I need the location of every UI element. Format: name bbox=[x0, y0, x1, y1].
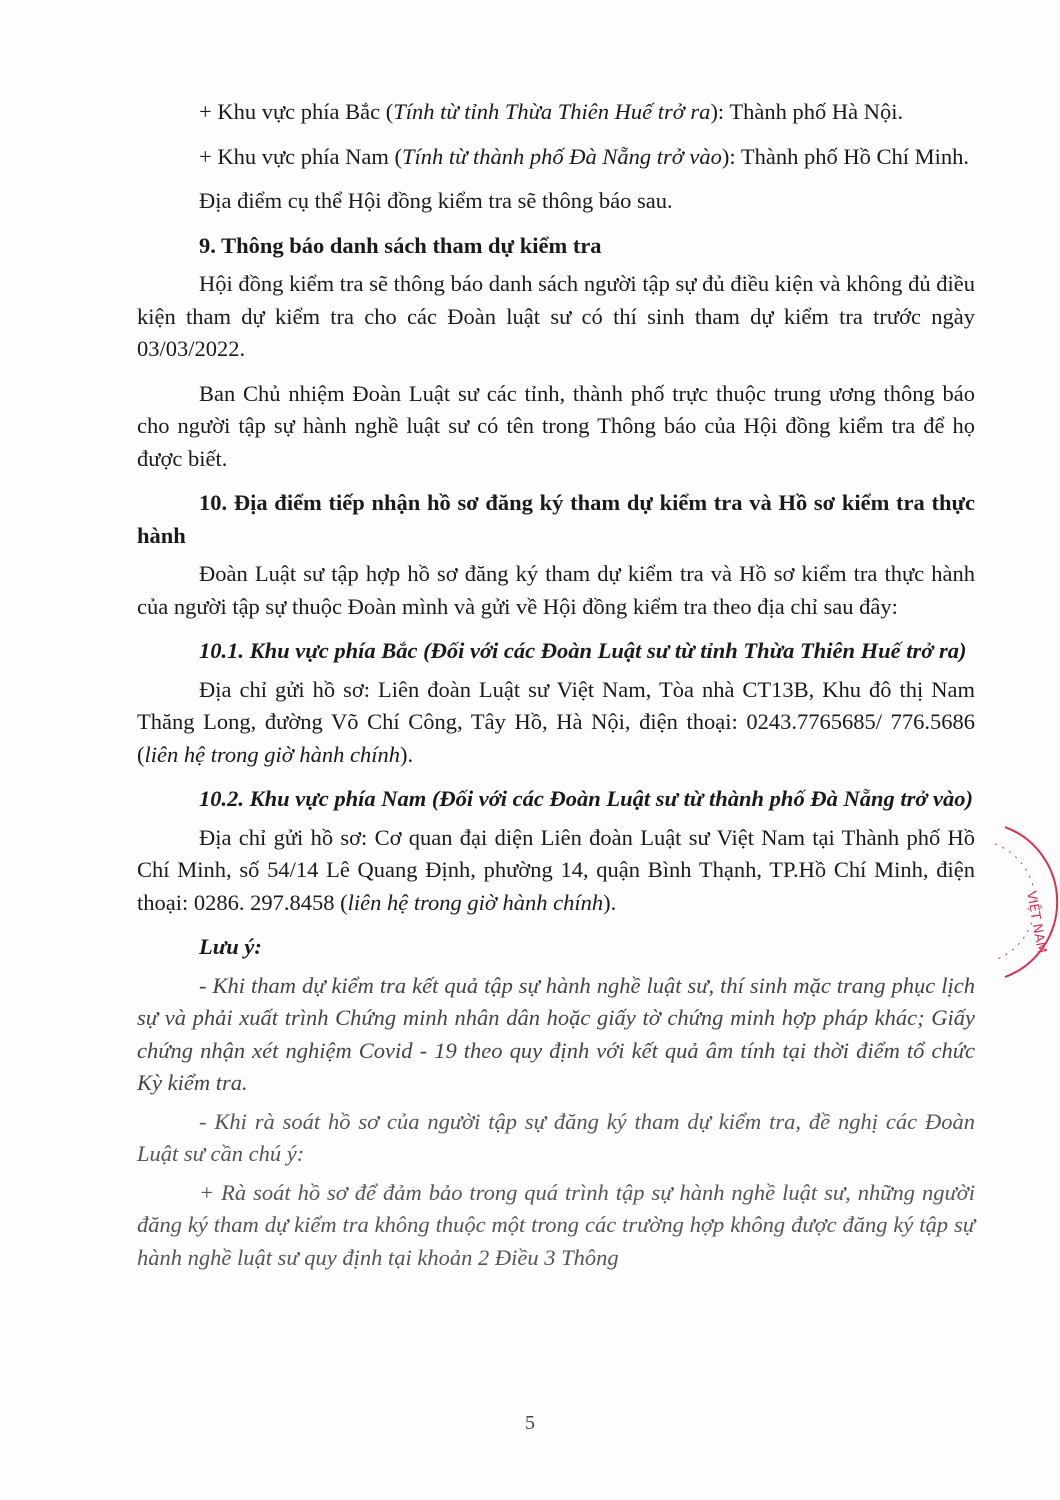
paragraph-south-address: Địa chỉ gửi hồ sơ: Cơ quan đại diện Liên đoàn Luật sư Việt Nam tại Thành phố Hồ Chí Minh, số 54/14 Lê Quang Định, phường 14, quận Bình Thạnh, TP.Hồ Chí Minh, điện thoại: 0286. 297.8458 (liên hệ trong giờ hành chính). bbox=[137, 824, 975, 915]
note-attire: - Khi tham dự kiểm tra kết quả tập sự hành nghề luật sư, thí sinh mặc trang phục lịch sự và phải xuất trình Chứng minh nhân dân hoặc giấy tờ chứng minh hợp pháp khác; Giấy chứng nhận xét nghiệm Covid - 19 theo quy định với kết quả âm tính tại thời điểm tổ chức Kỳ kiểm tra. bbox=[137, 972, 975, 1095]
heading-section-10-1: 10.1. Khu vực phía Bắc (Đối với các Đoàn Luật sư từ tỉnh Thừa Thiên Huế trở ra) bbox=[199, 638, 967, 663]
document-page bbox=[137, 96, 975, 1274]
heading-section-10: 10. Địa điểm tiếp nhận hồ sơ đăng ký tham dự kiểm tra và Hồ sơ kiểm tra thực hành bbox=[137, 490, 975, 548]
note-review-detail: + Rà soát hồ sơ để đảm bảo trong quá trình tập sự hành nghề luật sư, những người đăng ký tham dự kiểm tra không thuộc một trong các trường hợp không được đăng ký tập sự hành nghề luật sư quy định tại khoản 2 Điều 3 Thông bbox=[137, 1179, 975, 1270]
red-stamp-icon bbox=[985, 822, 1060, 982]
note-review: - Khi rà soát hồ sơ của người tập sự đăng ký tham dự kiểm tra, đề nghị các Đoàn Luật sư cần chú ý: bbox=[137, 1108, 975, 1166]
stamp-text: VIỆT NAM bbox=[1023, 890, 1049, 955]
heading-section-9: 9. Thông báo danh sách tham dự kiểm tra bbox=[199, 232, 602, 258]
paragraph-submission: Đoàn Luật sư tập hợp hồ sơ đăng ký tham dự kiểm tra và Hồ sơ kiểm tra thực hành của người tập sự thuộc Đoàn mình và gửi về Hội đồng kiểm tra theo địa chỉ sau đây: bbox=[137, 561, 975, 619]
heading-section-10-2: 10.2. Khu vực phía Nam (Đối với các Đoàn Luật sư từ thành phố Đà Nẵng trở vào) bbox=[199, 786, 974, 811]
paragraph-north-region: + Khu vực phía Bắc (Tính từ tỉnh Thừa Thiên Huế trở ra): Thành phố Hà Nội. bbox=[199, 99, 904, 124]
paragraph-board-notice: Ban Chủ nhiệm Đoàn Luật sư các tỉnh, thành phố trực thuộc trung ương thông báo cho người tập sự hành nghề luật sư có tên trong Thông báo của Hội đồng kiểm tra để họ được biết. bbox=[137, 380, 975, 471]
page-number: 5 bbox=[525, 1412, 535, 1434]
paragraph-south-region: + Khu vực phía Nam (Tính từ thành phố Đà Nẵng trở vào): Thành phố Hồ Chí Minh. bbox=[199, 143, 969, 169]
note-title: Lưu ý: bbox=[199, 934, 262, 959]
paragraph-notice-list: Hội đồng kiểm tra sẽ thông báo danh sách người tập sự đủ điều kiện và không đủ điều kiện tham dự kiểm tra cho các Đoàn luật sư có thí sinh tham dự kiểm tra trước ngày 03/03/2022. bbox=[137, 271, 975, 361]
paragraph-location-note: Địa điểm cụ thể Hội đồng kiểm tra sẽ thông báo sau. bbox=[199, 188, 673, 213]
paragraph-north-address: Địa chỉ gửi hồ sơ: Liên đoàn Luật sư Việt Nam, Tòa nhà CT13B, Khu đô thị Nam Thăng Long, đường Võ Chí Công, Tây Hồ, Hà Nội, điện thoại: 0243.7765685/ 776.5686 (liên hệ trong giờ hành chính). bbox=[137, 676, 975, 767]
